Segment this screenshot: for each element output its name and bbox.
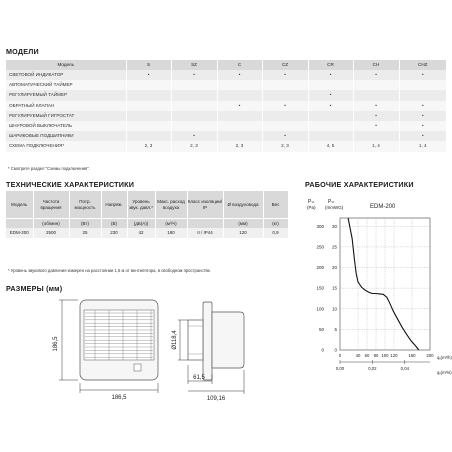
performance-chart bbox=[300, 190, 450, 385]
header-cell: CHZ bbox=[399, 60, 446, 70]
models-header-row bbox=[6, 60, 446, 70]
y-axis-pa-label: Pₛₜ bbox=[308, 199, 315, 205]
header-cell: SZ bbox=[171, 60, 217, 70]
tech-data-row bbox=[6, 228, 288, 238]
feature-cell: 2, 3 bbox=[126, 141, 171, 151]
side-view bbox=[188, 302, 244, 380]
feature-cell: • bbox=[262, 101, 308, 111]
tech-units-row-cell: (дБ(А)) bbox=[127, 219, 155, 229]
x-tick-m3s: 0,04 bbox=[400, 366, 409, 371]
header-cell: CZ bbox=[262, 60, 308, 70]
feature-cell: 1, 4 bbox=[353, 141, 399, 151]
tech-data-row-cell: 25 bbox=[69, 228, 101, 238]
tech-header-row-cell: Вес bbox=[263, 191, 288, 219]
feature-cell bbox=[126, 90, 171, 100]
dim-depth-small-label: 61,5 bbox=[193, 375, 205, 381]
feature-cell: 2, 3 bbox=[171, 141, 217, 151]
row-label: ОБРАТНЫЙ КЛАПАН bbox=[6, 101, 126, 111]
models-table bbox=[6, 60, 446, 152]
y-tick-mmwg: 5 bbox=[334, 326, 337, 332]
feature-cell: 4, 5 bbox=[308, 141, 353, 151]
feature-cell: • bbox=[399, 131, 446, 141]
tech-units-row-cell: (м³/ч) bbox=[155, 219, 187, 229]
row-label: ШАРИКОВЫЕ ПОДШИПНИКИ bbox=[6, 131, 126, 141]
header-cell: S bbox=[126, 60, 171, 70]
feature-cell bbox=[399, 90, 446, 100]
x-tick-m3h: 200 bbox=[426, 353, 434, 358]
chart-title: EDM-200 bbox=[370, 204, 396, 210]
tech-data-row-cell: EDM-200 bbox=[6, 228, 33, 238]
feature-cell: 2, 3 bbox=[262, 141, 308, 151]
row-label: АВТОМАТИЧЕСКИЙ ТАЙМЕР bbox=[6, 80, 126, 90]
tech-units-row bbox=[6, 219, 288, 229]
tech-footnote: * Уровень звукового давления измерен на расстоянии 1,5 м от вентилятора, в свободном пространстве. bbox=[8, 268, 212, 273]
feature-cell bbox=[262, 121, 308, 131]
feature-cell: • bbox=[217, 101, 262, 111]
feature-cell bbox=[262, 111, 308, 121]
feature-cell: • bbox=[171, 70, 217, 80]
feature-cell bbox=[171, 121, 217, 131]
tech-units-row-cell bbox=[187, 219, 223, 229]
tech-title: ТЕХНИЧЕСКИЕ ХАРАКТЕРИСТИКИ bbox=[6, 180, 135, 189]
tech-header-row-cell: Потр. мощность bbox=[69, 191, 101, 219]
feature-cell: • bbox=[353, 111, 399, 121]
tech-header-row-cell: Уровень звук. давл.* bbox=[127, 191, 155, 219]
tech-units-row-cell bbox=[6, 219, 33, 229]
y-tick-pa: 250 bbox=[316, 244, 324, 250]
feature-cell: • bbox=[399, 101, 446, 111]
feature-cell: • bbox=[262, 131, 308, 141]
feature-cell bbox=[126, 121, 171, 131]
x-axis-m3s-unit: qᵥ(m³/s) bbox=[437, 370, 452, 375]
tech-header-row-cell: Модель bbox=[6, 191, 33, 219]
feature-cell bbox=[399, 80, 446, 90]
feature-cell: • bbox=[399, 121, 446, 131]
feature-cell bbox=[262, 90, 308, 100]
y-tick-pa: 150 bbox=[316, 285, 324, 291]
x-tick-m3h: 80 bbox=[373, 353, 379, 358]
x-tick-m3h: 100 bbox=[381, 353, 389, 358]
feature-cell bbox=[171, 111, 217, 121]
y-tick-pa: 300 bbox=[316, 223, 324, 229]
feature-cell bbox=[126, 101, 171, 111]
feature-cell bbox=[217, 131, 262, 141]
row-label: ШНУРОВОЙ ВЫКЛЮЧАТЕЛЬ bbox=[6, 121, 126, 131]
feature-cell bbox=[126, 111, 171, 121]
feature-cell bbox=[308, 111, 353, 121]
y-axis-mmwg-unit: (mmWG) bbox=[325, 205, 344, 210]
x-tick-m3h: 160 bbox=[408, 353, 416, 358]
front-view bbox=[80, 300, 158, 380]
x-tick-m3s: 0,00 bbox=[335, 366, 345, 371]
models-row bbox=[6, 111, 446, 121]
tech-data-row-cell: 42 bbox=[127, 228, 155, 238]
feature-cell: • bbox=[353, 121, 399, 131]
tech-header-row bbox=[6, 191, 288, 219]
models-footnote: * Смотрите раздел "Схемы подключения". bbox=[8, 166, 90, 171]
tech-header-row-cell: Класс изоляции/ IP bbox=[187, 191, 223, 219]
tech-header-row-cell: Частота вращения bbox=[33, 191, 69, 219]
dim-height-label: 186,5 bbox=[53, 336, 59, 352]
models-title: МОДЕЛИ bbox=[6, 47, 39, 56]
feature-cell bbox=[308, 121, 353, 131]
feature-cell: • bbox=[126, 70, 171, 80]
feature-cell: 1, 4 bbox=[399, 141, 446, 151]
feature-cell: • bbox=[308, 90, 353, 100]
y-tick-mmwg: 30 bbox=[331, 223, 337, 229]
feature-cell bbox=[217, 90, 262, 100]
dimension-drawing bbox=[0, 290, 300, 420]
row-label: РЕГУЛИРУЕМЫЙ ТАЙМЕР bbox=[6, 90, 126, 100]
feature-cell bbox=[308, 131, 353, 141]
x-tick-m3h: 120 bbox=[390, 353, 398, 358]
feature-cell bbox=[126, 80, 171, 90]
feature-cell: • bbox=[308, 101, 353, 111]
tech-data-row-cell: 120 bbox=[223, 228, 263, 238]
feature-cell bbox=[126, 131, 171, 141]
y-tick-mmwg: 10 bbox=[331, 306, 337, 312]
series-line bbox=[348, 218, 419, 350]
feature-cell bbox=[171, 80, 217, 90]
models-row bbox=[6, 80, 446, 90]
tech-units-row-cell: (об/мин) bbox=[33, 219, 69, 229]
perf-title: РАБОЧИЕ ХАРАКТЕРИСТИКИ bbox=[305, 180, 414, 189]
models-row bbox=[6, 121, 446, 131]
feature-cell: • bbox=[353, 70, 399, 80]
x-axis-m3h-unit: qᵥ(m³/h) bbox=[437, 355, 452, 360]
models-row bbox=[6, 90, 446, 100]
tech-table bbox=[6, 191, 289, 238]
header-cell: Модель bbox=[6, 60, 126, 70]
feature-cell bbox=[171, 101, 217, 111]
models-row bbox=[6, 141, 446, 151]
feature-cell bbox=[353, 80, 399, 90]
y-tick-mmwg: 20 bbox=[331, 265, 337, 271]
y-tick-pa: 100 bbox=[316, 306, 324, 312]
tech-units-row-cell: (мм) bbox=[223, 219, 263, 229]
models-row bbox=[6, 101, 446, 111]
models-row bbox=[6, 70, 446, 80]
tech-header-row-cell: Макс. расход воздуха bbox=[155, 191, 187, 219]
tech-data-row-cell: 230 bbox=[101, 228, 127, 238]
dim-diameter-label: Ø118,4 bbox=[172, 330, 178, 350]
dim-depth-total-label: 109,16 bbox=[206, 396, 226, 402]
y-tick-pa: 200 bbox=[316, 265, 324, 271]
tech-header-row-cell: Ø воздуховода bbox=[223, 191, 263, 219]
y-tick-pa: 50 bbox=[318, 326, 324, 332]
feature-cell bbox=[353, 90, 399, 100]
feature-cell: • bbox=[217, 70, 262, 80]
header-cell: C bbox=[217, 60, 262, 70]
tech-units-row-cell: (Вт) bbox=[69, 219, 101, 229]
feature-cell: • bbox=[308, 70, 353, 80]
feature-cell: • bbox=[262, 70, 308, 80]
tech-data-row-cell: 0,9 bbox=[263, 228, 288, 238]
tech-data-row-cell: 180 bbox=[155, 228, 187, 238]
y-tick-mmwg: 25 bbox=[331, 244, 337, 250]
x-tick-m3h: 60 bbox=[364, 353, 370, 358]
feature-cell bbox=[217, 80, 262, 90]
header-cell: CH bbox=[353, 60, 399, 70]
feature-cell bbox=[353, 131, 399, 141]
header-cell: CR bbox=[308, 60, 353, 70]
y-tick-pa: 0 bbox=[321, 347, 324, 353]
feature-cell: • bbox=[399, 111, 446, 121]
dims-title: РАЗМЕРЫ (мм) bbox=[6, 284, 63, 293]
row-label: РЕГУЛИРУЕМЫЙ ГИГРОСТАТ bbox=[6, 111, 126, 121]
tech-data-row-cell: 2500 bbox=[33, 228, 69, 238]
tech-header-row-cell: Напряж. bbox=[101, 191, 127, 219]
tech-units-row-cell: (В) bbox=[101, 219, 127, 229]
feature-cell: 2, 3 bbox=[217, 141, 262, 151]
models-row bbox=[6, 131, 446, 141]
row-label: СВЕТОВОЙ ИНДИКАТОР bbox=[6, 70, 126, 80]
tech-units-row-cell: (кг) bbox=[263, 219, 288, 229]
y-axis-mmwg-label: Pₛₜ bbox=[328, 199, 335, 205]
x-tick-m3h: 0 bbox=[338, 353, 342, 358]
tech-data-row-cell: II / IP44 bbox=[187, 228, 223, 238]
x-tick-m3s: 0,02 bbox=[368, 366, 377, 371]
row-label: СХЕМА ПОДКЛЮЧЕНИЯ* bbox=[6, 141, 126, 151]
feature-cell bbox=[217, 111, 262, 121]
x-tick-m3h: 40 bbox=[355, 353, 361, 358]
feature-cell: • bbox=[353, 101, 399, 111]
y-tick-mmwg: 15 bbox=[331, 285, 337, 291]
feature-cell: • bbox=[399, 70, 446, 80]
y-tick-mmwg: 0 bbox=[334, 347, 337, 353]
feature-cell bbox=[217, 121, 262, 131]
y-axis-pa-unit: (Pa) bbox=[307, 205, 316, 210]
feature-cell bbox=[171, 90, 217, 100]
feature-cell bbox=[262, 80, 308, 90]
feature-cell: • bbox=[171, 131, 217, 141]
feature-cell bbox=[308, 80, 353, 90]
dim-width-label: 186,5 bbox=[111, 395, 127, 401]
